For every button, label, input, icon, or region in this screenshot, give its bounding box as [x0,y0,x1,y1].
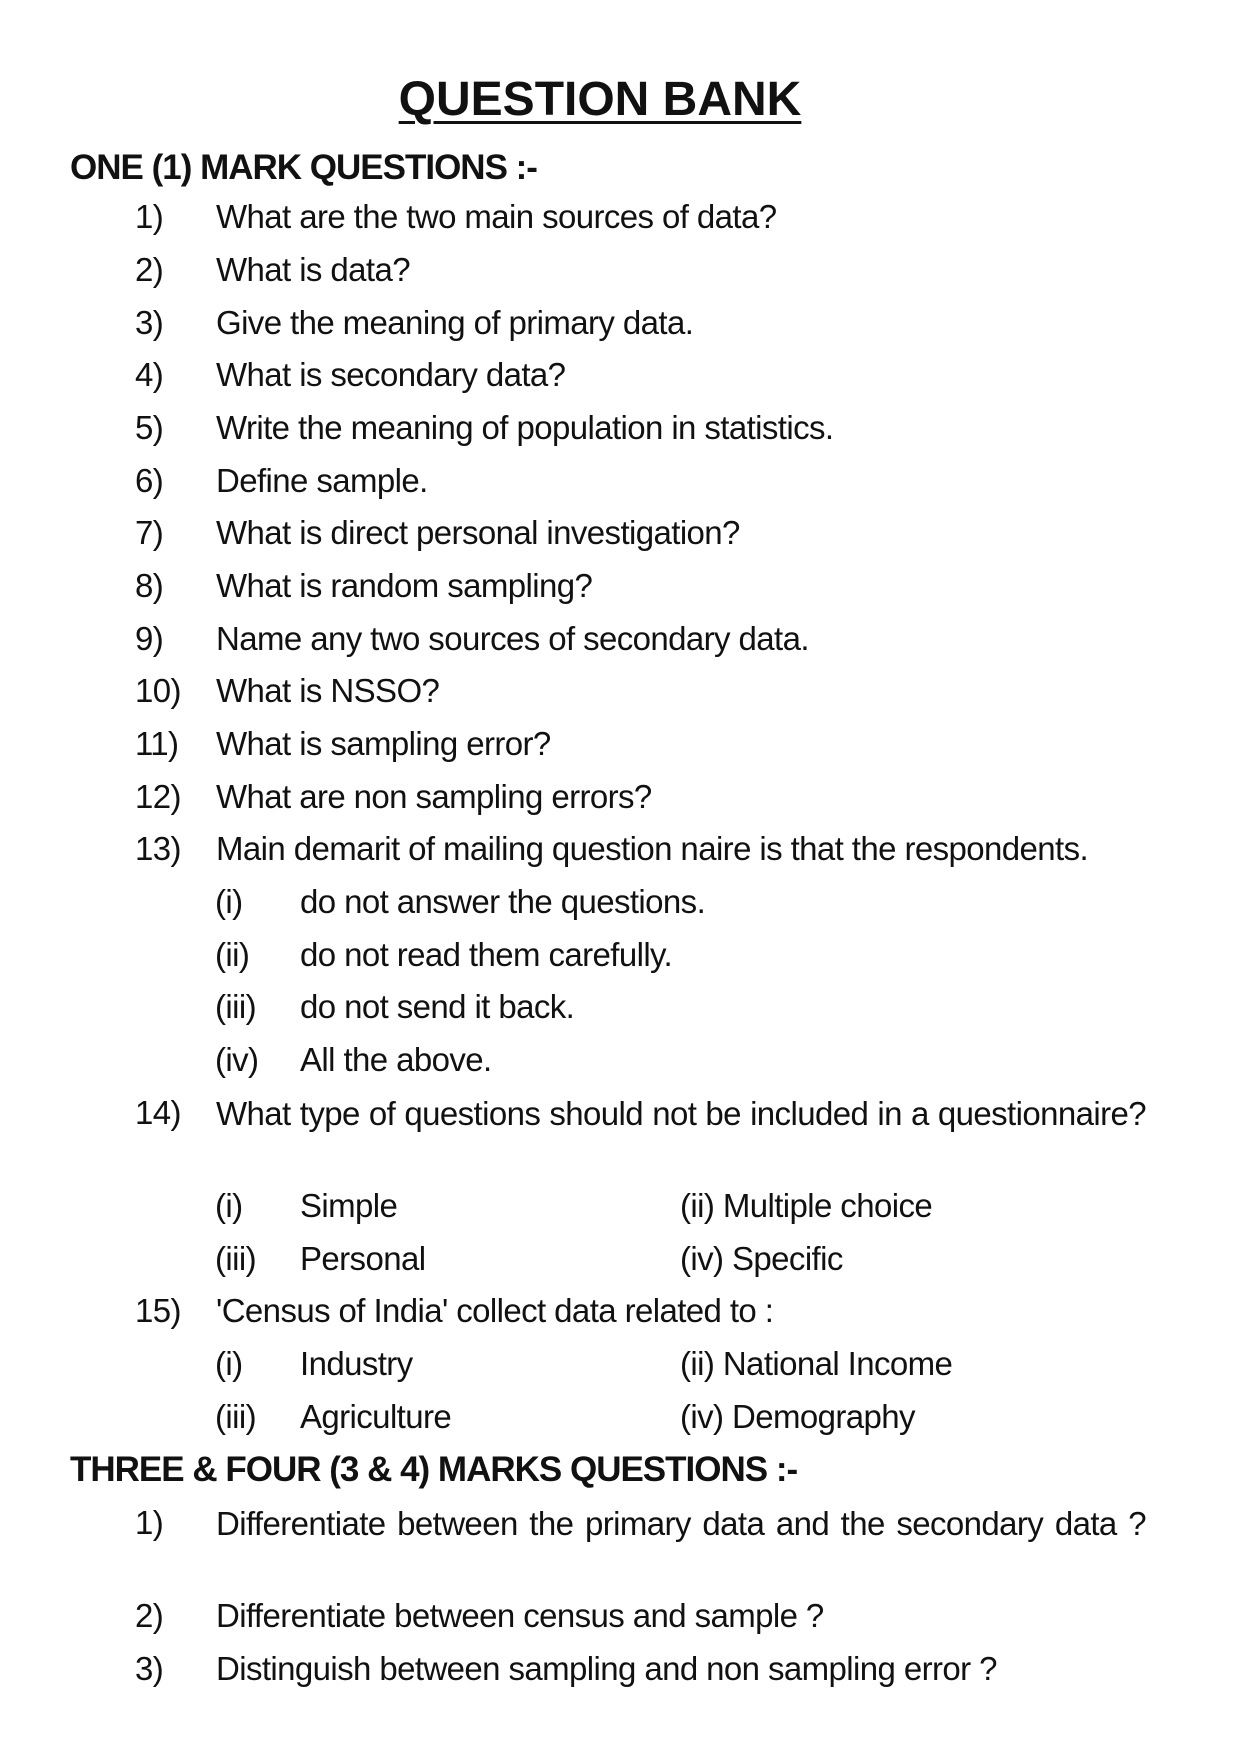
question-number: 8) [135,567,164,604]
option-text: do not answer the questions. [300,883,706,920]
question-text: Main demarit of mailing question naire is that the respondents. [216,830,1089,867]
question-number: 4) [135,356,164,393]
question-text: What is secondary data? [216,356,566,393]
question-number: 5) [135,409,164,446]
question-text: What are non sampling errors? [216,778,652,815]
option-text: All the above. [300,1041,492,1078]
page-title: QUESTION BANK [398,73,802,126]
option-text: (iv) Specific [680,1240,843,1277]
option-text: Agriculture [300,1398,452,1435]
question-number: 3) [135,1650,164,1687]
question-text: Differentiate between census and sample ? [216,1597,824,1634]
option-label: (ii) [215,936,250,973]
option-text: (ii) Multiple choice [680,1187,933,1224]
option-label: (i) [215,883,243,920]
question-number: 3) [135,304,164,341]
question-text: What are the two main sources of data? [216,198,777,235]
question-number: 10) [135,672,181,709]
option-label: (iii) [215,1398,256,1435]
question-text: Distinguish between sampling and non sampling error ? [216,1650,997,1687]
option-text: Industry [300,1345,413,1382]
question-number: 11) [135,725,179,762]
question-text: What type of questions should not be included in a questionnaire? [216,1095,1146,1132]
question-number: 14) [135,1094,181,1131]
option-text: (iv) Demography [680,1398,915,1435]
question-number: 1) [135,198,164,235]
option-label: (iii) [215,988,256,1025]
question-number: 7) [135,514,164,551]
question-text: What is direct personal investigation? [216,514,740,551]
section-heading-three-four-marks: THREE & FOUR (3 & 4) MARKS QUESTIONS :- [70,1450,798,1489]
question-number: 2) [135,1597,164,1634]
question-text: Give the meaning of primary data. [216,304,694,341]
question-text: What is sampling error? [216,725,551,762]
option-text: (ii) National Income [680,1345,953,1382]
question-number: 12) [135,778,181,815]
option-label: (i) [215,1345,243,1382]
question-text: Define sample. [216,462,428,499]
question-text: Write the meaning of population in statistics. [216,409,834,446]
option-label: (iv) [215,1041,259,1078]
option-label: (i) [215,1187,243,1224]
question-number: 1) [135,1504,164,1541]
question-number: 9) [135,620,164,657]
option-text: do not read them carefully. [300,936,673,973]
question-text: Name any two sources of secondary data. [216,620,809,657]
question-text: What is NSSO? [216,672,440,709]
question-number: 13) [135,830,181,867]
question-text: 'Census of India' collect data related to : [216,1292,774,1329]
option-label: (iii) [215,1240,256,1277]
option-text: Simple [300,1187,398,1224]
question-text: What is data? [216,251,410,288]
question-number: 2) [135,251,164,288]
question-text: What is random sampling? [216,567,593,604]
question-number: 15) [135,1292,181,1329]
question-text: Differentiate between the primary data and the secondary data ? [216,1505,1146,1542]
question-number: 6) [135,462,164,499]
section-heading-one-mark: ONE (1) MARK QUESTIONS :- [70,148,537,187]
option-text: do not send it back. [300,988,575,1025]
option-text: Personal [300,1240,426,1277]
